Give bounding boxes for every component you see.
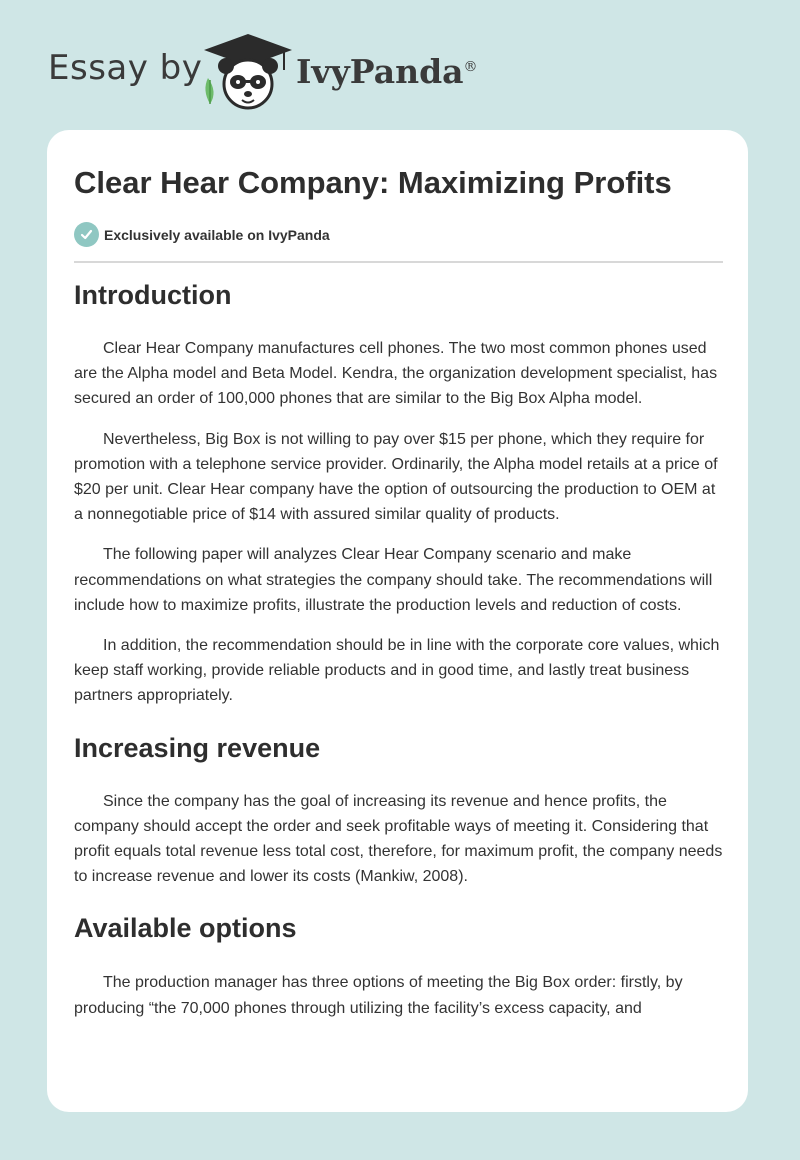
exclusive-badge — [74, 222, 330, 247]
section-increasing-revenue — [74, 733, 724, 890]
site-header — [0, 0, 800, 130]
title-divider — [74, 261, 723, 263]
article-title: Clear Hear Company: Maximizing Profits — [74, 165, 672, 200]
paragraph: The following paper will analyzes Clear Hear Company scenario and make recommendations on what strategies the company should take. The recommendations will include how to maximize profits, illustrate the production levels and reduction of costs. — [74, 546, 713, 614]
section-available-options — [74, 913, 724, 1020]
brand-name: IvyPanda — [296, 52, 464, 91]
essay-by-label: Essay by — [48, 48, 203, 88]
check-circle-icon — [74, 222, 99, 247]
panda-graduate-icon[interactable] — [200, 30, 296, 114]
paragraph: Nevertheless, Big Box is not willing to pay over $15 per phone, which they require for promotion with a telephone service provider. Ordinarily, the Alpha model retails at a price of $20 per unit. Clear Hear company have the option of outsourcing the production to OEM at a nonnegotiable price of $14 with assured similar quality of products. — [74, 430, 718, 524]
registered-mark: ® — [463, 59, 478, 75]
paragraph: Since the company has the goal of increasing its revenue and hence profits, the company should accept the order and seek profitable ways of meeting it. Considering that profit equals total revenue less total cost, therefore, for maximum profit, the company needs to increase revenue and lower its costs (Mankiw, 2008). — [74, 792, 723, 886]
brand-logo-text[interactable] — [296, 52, 478, 91]
article-body — [74, 280, 724, 1021]
exclusive-badge-label: Exclusively available on IvyPanda — [104, 226, 330, 243]
paragraph: In addition, the recommendation should be in line with the corporate core values, which keep staff working, provide reliable products and in good time, and lastly treat business partners appropriately. — [74, 637, 720, 705]
section-introduction — [74, 280, 724, 709]
section-heading: Introduction — [74, 280, 232, 310]
section-heading: Increasing revenue — [74, 732, 321, 763]
section-heading: Available options — [74, 913, 297, 944]
paragraph: Clear Hear Company manufactures cell phones. The two most common phones used are the Alpha model and Beta Model. Kendra, the organization development specialist, has secured an order of 100,000 phones that are similar to the Big Box Alpha model. — [74, 340, 718, 408]
paragraph: The production manager has three options of meeting the Big Box order: firstly, by producing “the 70,000 phones through utilizing the facility’s excess capacity, and — [74, 974, 683, 1017]
article-card — [47, 130, 748, 1112]
